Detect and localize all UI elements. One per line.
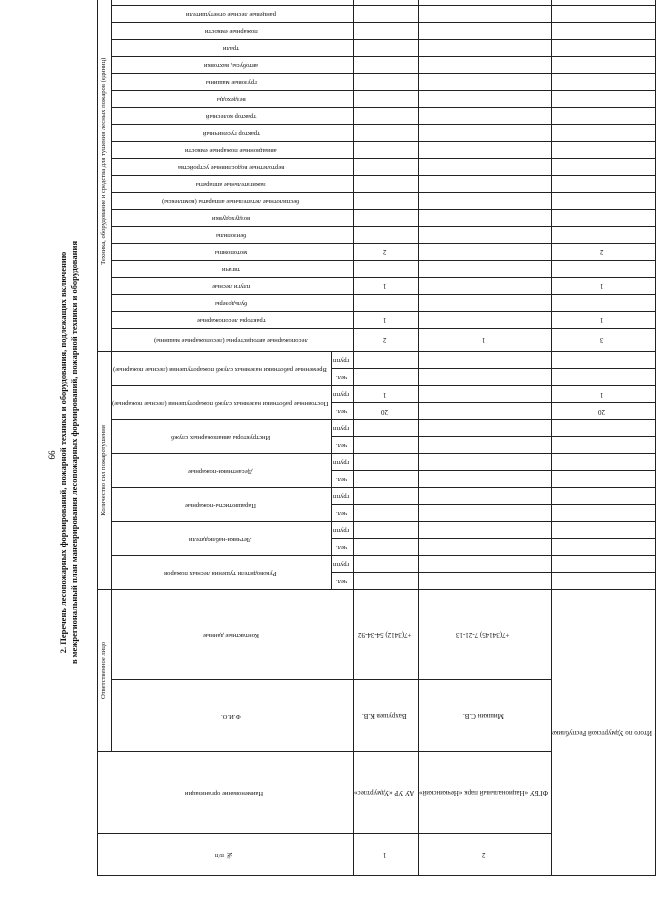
header-equipment: Техника, оборудование и средства для тушения лесных пожаров (единиц) bbox=[98, 0, 112, 351]
unit-groups: групп bbox=[332, 487, 354, 504]
table-row bbox=[418, 0, 551, 876]
cell-contacts: +7(34145) 7-21-13 bbox=[418, 589, 551, 679]
cell-total-tractors: 1 bbox=[551, 311, 655, 328]
header-force-1: Летчики-наблюдатели bbox=[112, 521, 332, 555]
header-equip-10: вертолетные водосливные устройства bbox=[112, 158, 354, 175]
header-num: № п/п bbox=[98, 834, 354, 876]
header-forces: Количество сил пожаротушения bbox=[98, 351, 112, 589]
header-equip-3: плуги лесные bbox=[112, 277, 354, 294]
cell-fio: Вахрушев К.В. bbox=[354, 680, 418, 752]
header-equip-8: беспилотные летательные аппараты (комплексы) bbox=[112, 192, 354, 209]
cell-plows: 1 bbox=[354, 277, 418, 294]
header-org: Наименование организации bbox=[98, 752, 354, 834]
header-equip-7: воздуходувки bbox=[112, 209, 354, 226]
header-equip-14: вездеходы bbox=[112, 90, 354, 107]
cell-pumps: 2 bbox=[354, 243, 418, 260]
header-equip-6: бензопилы bbox=[112, 226, 354, 243]
total-row bbox=[551, 0, 655, 876]
header-equip-1: тракторы лесопожарные bbox=[112, 311, 354, 328]
cell-permanent-people bbox=[418, 402, 551, 419]
unit-groups: групп bbox=[332, 555, 354, 572]
cell-pumps bbox=[418, 243, 551, 260]
cell-contacts: +7(3412) 54-34-92 bbox=[354, 589, 418, 679]
cell-total-tankers: 3 bbox=[551, 328, 655, 351]
unit-groups: групп bbox=[332, 521, 354, 538]
header-equip-0: лесопожарные автоцистерны (лесопожарные машины) bbox=[112, 328, 354, 351]
header-equip-15: грузовые машины bbox=[112, 73, 354, 90]
cell-total-permanent-people: 20 bbox=[551, 402, 655, 419]
header-equip-20 bbox=[112, 0, 354, 5]
header-force-3: Десантники-пожарные bbox=[112, 453, 332, 487]
unit-groups: групп bbox=[332, 385, 354, 402]
cell-permanent-groups: 1 bbox=[354, 385, 418, 402]
document-title bbox=[58, 0, 98, 905]
header-equip-4: тягачи bbox=[112, 260, 354, 277]
cell-fio: Мишкин С.В. bbox=[418, 680, 551, 752]
unit-groups: групп bbox=[332, 453, 354, 470]
header-fio: Ф.И.О. bbox=[112, 680, 354, 752]
unit-people: чел. bbox=[332, 436, 354, 453]
unit-groups: групп bbox=[332, 419, 354, 436]
header-equip-18: пожарные емкости bbox=[112, 22, 354, 39]
cell-org: ФГБУ «Национальный парк «Нечкинский» bbox=[418, 752, 551, 834]
cell-tankers: 2 bbox=[354, 328, 418, 351]
header-contacts: Контактные данные bbox=[112, 589, 354, 679]
cell-total-plows: 1 bbox=[551, 277, 655, 294]
cell-plows bbox=[418, 277, 551, 294]
page-number: 66 bbox=[47, 450, 57, 460]
header-force-4: Инструкторы авиапожарных служб bbox=[112, 419, 332, 453]
header-equip-12: трактор гусеничный bbox=[112, 124, 354, 141]
unit-people: чел. bbox=[332, 402, 354, 419]
header-equip-2: бульдозеры bbox=[112, 294, 354, 311]
header-force-6: Временные работники наземных служб пожаротушения (лесные пожарные) bbox=[112, 351, 332, 385]
forces-equipment-table bbox=[97, 0, 656, 876]
header-responsible: Ответственное лицо bbox=[98, 589, 112, 751]
cell-total-pumps: 2 bbox=[551, 243, 655, 260]
header-equip-19: ранцевые лесные огнетушители bbox=[112, 5, 354, 22]
cell-num: 1 bbox=[354, 834, 418, 876]
unit-people: чел. bbox=[332, 572, 354, 589]
unit-people: чел. bbox=[332, 470, 354, 487]
unit-people: чел. bbox=[332, 504, 354, 521]
header-force-2: Парашютисты-пожарные bbox=[112, 487, 332, 521]
title-line-2: в межрегиональный план маневрирования лесопожарных формирований, пожарной техники и оборудования bbox=[68, 240, 79, 665]
rotated-table-container bbox=[97, 11, 652, 876]
cell-num: 2 bbox=[418, 834, 551, 876]
cell-permanent-people: 20 bbox=[354, 402, 418, 419]
unit-people: чел. bbox=[332, 368, 354, 385]
header-force-0: Руководители тушения лесных пожаров bbox=[112, 555, 332, 589]
cell-tractors: 1 bbox=[354, 311, 418, 328]
header-equip-17: трали bbox=[112, 39, 354, 56]
cell-tankers: 1 bbox=[418, 328, 551, 351]
cell-total-label: Итого по Удмуртской Республике bbox=[551, 589, 655, 875]
cell-tractors bbox=[418, 311, 551, 328]
header-force-5: Постоянные работники наземных служб пожаротушения (лесные пожарные) bbox=[112, 385, 332, 419]
header-equip-16: автобусы, вахтовки bbox=[112, 56, 354, 73]
header-equip-5: мотопомпы bbox=[112, 243, 354, 260]
title-line-1: 2. Перечень лесопожарных формирований, пожарной техники и оборудования, подлежащих включению bbox=[58, 251, 68, 654]
unit-groups: групп bbox=[332, 351, 354, 368]
cell-permanent-groups bbox=[418, 385, 551, 402]
unit-people: чел. bbox=[332, 538, 354, 555]
table-row bbox=[354, 0, 418, 876]
header-equip-9: зажигательные аппараты bbox=[112, 175, 354, 192]
cell-total-permanent-groups: 1 bbox=[551, 385, 655, 402]
cell-org: АУ УР «Удмуртлес» bbox=[354, 752, 418, 834]
header-equip-13: трактор колесный bbox=[112, 107, 354, 124]
header-equip-11: авиационные пожарные емкости bbox=[112, 141, 354, 158]
